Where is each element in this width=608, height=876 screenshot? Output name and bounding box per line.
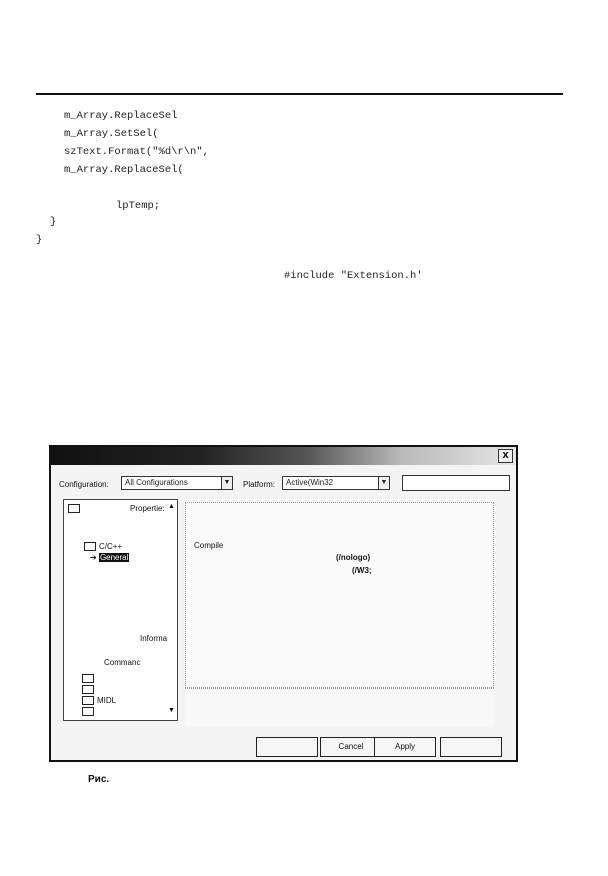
tree-item-root[interactable] [68,504,83,513]
configuration-label: Configuration: [59,480,109,489]
configuration-value: All Configurations [125,478,188,487]
help-button[interactable] [440,737,502,757]
chevron-down-icon[interactable]: ▼ [221,477,232,489]
tree-item-commanc[interactable]: Commanc [104,658,141,667]
close-button[interactable]: x [498,449,513,463]
folder-icon [82,674,94,683]
platform-value: Active(Win32 [286,478,334,487]
tree-label-general: General [99,553,129,562]
project-settings-dialog [49,445,518,762]
code-line-temp: lpTemp; [116,200,161,212]
folder-icon [68,504,80,513]
tree-item-blank-1[interactable] [82,674,97,683]
tree-scroll-down[interactable]: ▼ [168,707,175,714]
cancel-button[interactable]: Cancel [320,737,382,757]
platform-label: Platform: [243,480,276,489]
w3-option: (/W3; [352,566,372,575]
code-brace-outer: } [36,234,43,246]
ok-button[interactable] [256,737,318,757]
tree-item-general[interactable] [90,553,129,562]
chevron-down-icon[interactable]: ▼ [378,477,389,489]
code-include: #include "Extension.h' [284,270,423,282]
settings-for-field[interactable] [402,475,510,491]
tree-item-properties[interactable]: Propertie: [130,504,165,513]
tree-item-cpp[interactable] [84,542,122,551]
tree-item-blank-2[interactable] [82,685,97,694]
tree-item-blank-3[interactable] [82,707,97,716]
apply-button[interactable]: Apply [374,737,436,757]
horizontal-rule [36,93,563,95]
platform-select[interactable] [282,476,390,490]
figure-caption: Рис. [88,774,110,785]
code-line-3: szText.Format("%d\r\n", [64,146,209,158]
folder-icon [82,696,94,705]
dialog-titlebar[interactable] [51,447,516,465]
tree-scroll-up[interactable]: ▲ [168,503,175,510]
settings-tree[interactable] [63,499,178,721]
tree-label-cpp: C/C++ [99,542,123,551]
code-line-4: m_Array.ReplaceSel( [64,164,184,176]
options-area [185,688,494,727]
compile-label: Compile [194,541,224,550]
code-line-2: m_Array.SetSel( [64,128,159,140]
tree-item-informa[interactable]: Informa [140,634,168,643]
code-line-1: m_Array.ReplaceSel [64,110,178,122]
tree-item-midl[interactable] [82,696,116,705]
folder-icon [82,707,94,716]
arrow-icon: ➔ [90,553,99,562]
folder-icon [82,685,94,694]
folder-icon [84,542,96,551]
tree-label-midl: MIDL [97,696,117,705]
settings-panel [185,502,494,688]
code-brace-inner: } [50,216,57,228]
nologo-option: (/nologo) [336,553,371,562]
configuration-select[interactable] [121,476,233,490]
